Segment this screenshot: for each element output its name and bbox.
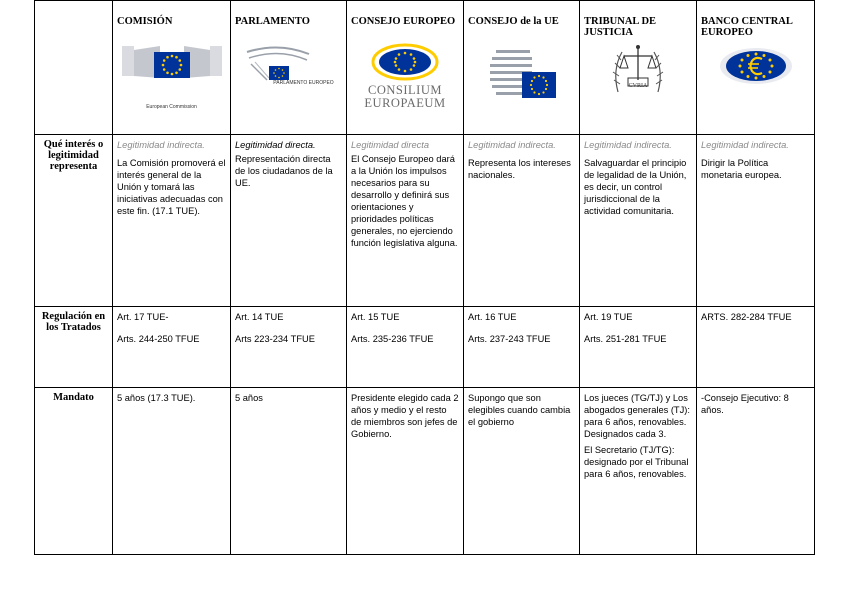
- mandato-texto: Presidente elegido cada 2 años y medio y el resto de miembros son jefes de Gobierno.: [351, 393, 459, 439]
- legitimidad-texto: Representación directa de los ciudadanos de la UE.: [235, 154, 333, 188]
- row-regulacion: [35, 307, 815, 388]
- parliament-logo-caption: PARLAMENTO EUROPEO: [273, 80, 334, 86]
- cell-regulacion-comision: [113, 307, 231, 388]
- ecb-euro-logo-icon: [713, 44, 799, 88]
- cell-legitimidad-consejo-ue: [464, 135, 580, 307]
- legitimidad-texto: Dirigir la Política monetaria europea.: [701, 158, 782, 180]
- row-label-regulacion: [35, 307, 113, 388]
- legitimidad-tipo: Legitimidad indirecta.: [584, 140, 672, 150]
- cell-legitimidad-tribunal: [580, 135, 697, 307]
- header-bce-title: BANCO CENTRAL EUROPEO: [701, 16, 793, 38]
- curia-caption: CVRIA: [628, 83, 648, 89]
- row-mandato: [35, 388, 815, 555]
- mandato-texto-jueces: Los jueces (TG/TJ) y Los abogados generales (TJ): para 6 años, renovables. Designados cada 3.: [584, 393, 690, 439]
- row-legitimidad: [35, 135, 815, 307]
- cell-regulacion-consejo-ue: [464, 307, 580, 388]
- consilium-line-2: EUROPAEUM: [364, 96, 446, 110]
- cell-regulacion-bce: [697, 307, 815, 388]
- legitimidad-tipo: Legitimidad indirecta.: [117, 140, 205, 150]
- regulacion-tue: Art. 14 TUE: [235, 312, 284, 322]
- regulacion-tfue: Arts. 244-250 TFUE: [117, 334, 200, 344]
- cell-legitimidad-parlamento: [231, 135, 347, 307]
- corner-cell: [35, 1, 113, 135]
- consilium-line-1: CONSILIUM: [368, 83, 442, 97]
- header-row: [35, 1, 815, 135]
- cell-mandato-consejo-europeo: [347, 388, 464, 555]
- regulacion-tue: Art. 16 TUE: [468, 312, 517, 322]
- regulacion-tfue: Arts. 237-243 TFUE: [468, 334, 551, 344]
- header-comision: [113, 1, 231, 135]
- cell-regulacion-consejo-europeo: [347, 307, 464, 388]
- legitimidad-tipo: Legitimidad indirecta.: [701, 140, 789, 150]
- cell-mandato-consejo-ue: [464, 388, 580, 555]
- header-consejo-ue: [464, 1, 580, 135]
- row-label-mandato: [35, 388, 113, 555]
- legitimidad-texto: El Consejo Europeo dará a la Unión los impulsos necesarios para su desarrollo y definirá sus orientaciones y prioridades políticas generales, no ejerciendo función legislativa alguna.: [351, 154, 458, 248]
- cell-legitimidad-bce: [697, 135, 815, 307]
- cell-regulacion-parlamento: [231, 307, 347, 388]
- header-comision-title: COMISIÓN: [117, 16, 173, 27]
- institutions-table: [34, 0, 815, 555]
- legitimidad-texto: Representa los intereses nacionales.: [468, 158, 571, 180]
- cell-mandato-tribunal: [580, 388, 697, 555]
- row-label-regulacion-text: Regulación en los Tratados: [41, 311, 106, 333]
- regulacion-tfue: Arts. 235-236 TFUE: [351, 334, 434, 344]
- mandato-texto-secretario: El Secretario (TJ/TG): designado por el Tribunal para 6 años, renovables.: [584, 445, 689, 479]
- row-label-legitimidad-text: Qué interés o legitimidad representa: [43, 139, 104, 172]
- consilium-logo-icon: [359, 40, 451, 84]
- cell-legitimidad-consejo-europeo: [347, 135, 464, 307]
- cell-mandato-bce: [697, 388, 815, 555]
- regulacion-tfue: Arts 223-234 TFUE: [235, 334, 315, 344]
- regulacion-tue: Art. 19 TUE: [584, 312, 633, 322]
- regulacion-tfue: Arts. 251-281 TFUE: [584, 334, 667, 344]
- mandato-texto: -Consejo Ejecutivo: 8 años.: [701, 393, 789, 415]
- header-consejo-europeo: [347, 1, 464, 135]
- header-consejo-ue-title: CONSEJO de la UE: [468, 16, 559, 27]
- mandato-texto: 5 años: [235, 393, 263, 403]
- legitimidad-tipo: Legitimidad directa: [351, 140, 430, 150]
- row-label-mandato-text: Mandato: [53, 392, 94, 403]
- header-bce: [697, 1, 815, 135]
- header-consejo-europeo-title: CONSEJO EUROPEO: [351, 16, 456, 27]
- cell-mandato-comision: [113, 388, 231, 555]
- mandato-texto: 5 años (17.3 TUE).: [117, 393, 196, 403]
- cell-mandato-parlamento: [231, 388, 347, 555]
- legitimidad-tipo: Legitimidad indirecta.: [468, 140, 556, 150]
- header-parlamento-title: PARLAMENTO: [235, 16, 310, 27]
- regulacion-tue: ARTS. 282-284 TFUE: [701, 312, 792, 322]
- cell-regulacion-tribunal: [580, 307, 697, 388]
- regulacion-tue: Art. 17 TUE-: [117, 312, 169, 322]
- header-parlamento: [231, 1, 347, 135]
- regulacion-tue: Art. 15 TUE: [351, 312, 400, 322]
- legitimidad-tipo: Legitimidad directa.: [235, 140, 316, 150]
- header-tribunal: [580, 1, 697, 135]
- mandato-texto: Supongo que son elegibles cuando cambia el gobierno: [468, 393, 571, 427]
- header-tribunal-title: TRIBUNAL DE JUSTICIA: [584, 16, 657, 38]
- commission-logo-caption: European Commission: [146, 104, 197, 110]
- european-commission-logo-icon: [120, 44, 224, 104]
- cell-legitimidad-comision: [113, 135, 231, 307]
- council-eu-logo-icon: [482, 44, 562, 108]
- row-label-legitimidad: [35, 135, 113, 307]
- legitimidad-texto: La Comisión promoverá el interés general de la Unión y tomará las iniciativas adecuadas con este fin. (17.1 TUE).: [117, 158, 226, 216]
- legitimidad-texto: Salvaguardar el principio de legalidad de la Unión, es decir, un control jurisdiccional de la actividad comunitaria.: [584, 158, 687, 216]
